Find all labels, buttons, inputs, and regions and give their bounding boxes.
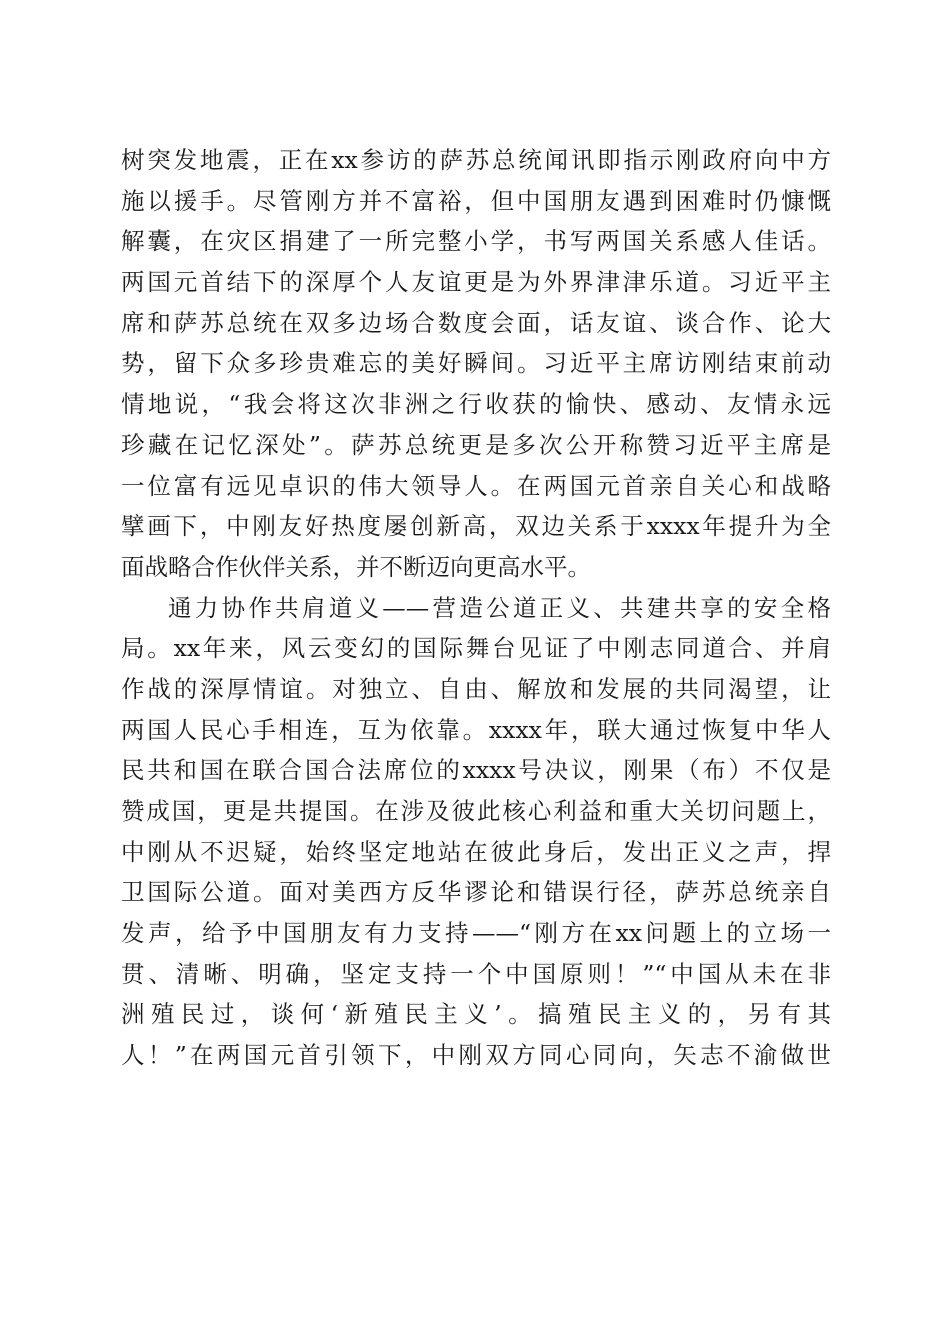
text-line: 珍藏在记忆深处”。萨苏总统更是多次公开称赞习近平主席是 — [121, 430, 831, 459]
text-line: 赞成国，更是共提国。在涉及彼此核心利益和重大关切问题上， — [121, 797, 831, 825]
text-line: 洲殖民过，谈何‘新殖民主义’。搞殖民主义的，另有其 — [121, 1000, 831, 1029]
text-line: 卫国际公道。面对美西方反华谬论和错误行径，萨苏总统亲自 — [121, 878, 831, 907]
text-line: 局。xx年来，风云变幻的国际舞台见证了中刚志同道合、并肩 — [121, 634, 831, 663]
text-line: 作战的深厚情谊。对独立、自由、解放和发展的共同渴望，让 — [121, 674, 831, 703]
text-line: 发声，给予中国朋友有力支持——“刚方在xx问题上的立场一 — [121, 919, 831, 948]
text-line: 解囊，在灾区捐建了一所完整小学，书写两国关系感人佳话。 — [121, 227, 831, 256]
text-line: 面战略合作伙伴关系，并不断迈向更高水平。 — [121, 552, 591, 581]
text-line: 两国元首结下的深厚个人友谊更是为外界津津乐道。习近平主 — [121, 268, 831, 297]
text-line: 施以援手。尽管刚方并不富裕，但中国朋友遇到困难时仍慷慨 — [121, 186, 831, 215]
paragraph-2 — [121, 588, 831, 1076]
text-line: 两国人民心手相连，互为依靠。xxxx年，联大通过恢复中华人 — [121, 715, 831, 744]
text-line: 通力协作共肩道义——营造公道正义、共建共享的安全格 — [168, 593, 831, 622]
paragraph-1 — [121, 140, 831, 588]
text-line: 贯、清晰、明确，坚定支持一个中国原则！”“中国从未在非 — [121, 959, 831, 988]
text-line: 席和萨苏总统在双多边场合数度会面，话友谊、谈合作、论大 — [121, 308, 831, 337]
text-line: 一位富有远见卓识的伟大领导人。在两国元首亲自关心和战略 — [121, 471, 831, 500]
text-line: 人！”在两国元首引领下，中刚双方同心同向，矢志不渝做世 — [121, 1041, 831, 1070]
text-line: 情地说，“我会将这次非洲之行收获的愉快、感动、友情永远 — [121, 390, 831, 419]
text-line: 擘画下，中刚友好热度屡创新高，双边关系于xxxx年提升为全 — [121, 512, 831, 541]
text-line: 势，留下众多珍贵难忘的美好瞬间。习近平主席访刚结束前动 — [121, 349, 831, 378]
text-line: 树突发地震，正在xx参访的萨苏总统闻讯即指示刚政府向中方 — [121, 146, 831, 174]
text-line: 中刚从不迟疑，始终坚定地站在彼此身后，发出正义之声，捍 — [121, 837, 831, 866]
text-line: 民共和国在联合国合法席位的xxxx号决议，刚果（布）不仅是 — [121, 756, 831, 785]
document-body — [121, 140, 831, 1076]
